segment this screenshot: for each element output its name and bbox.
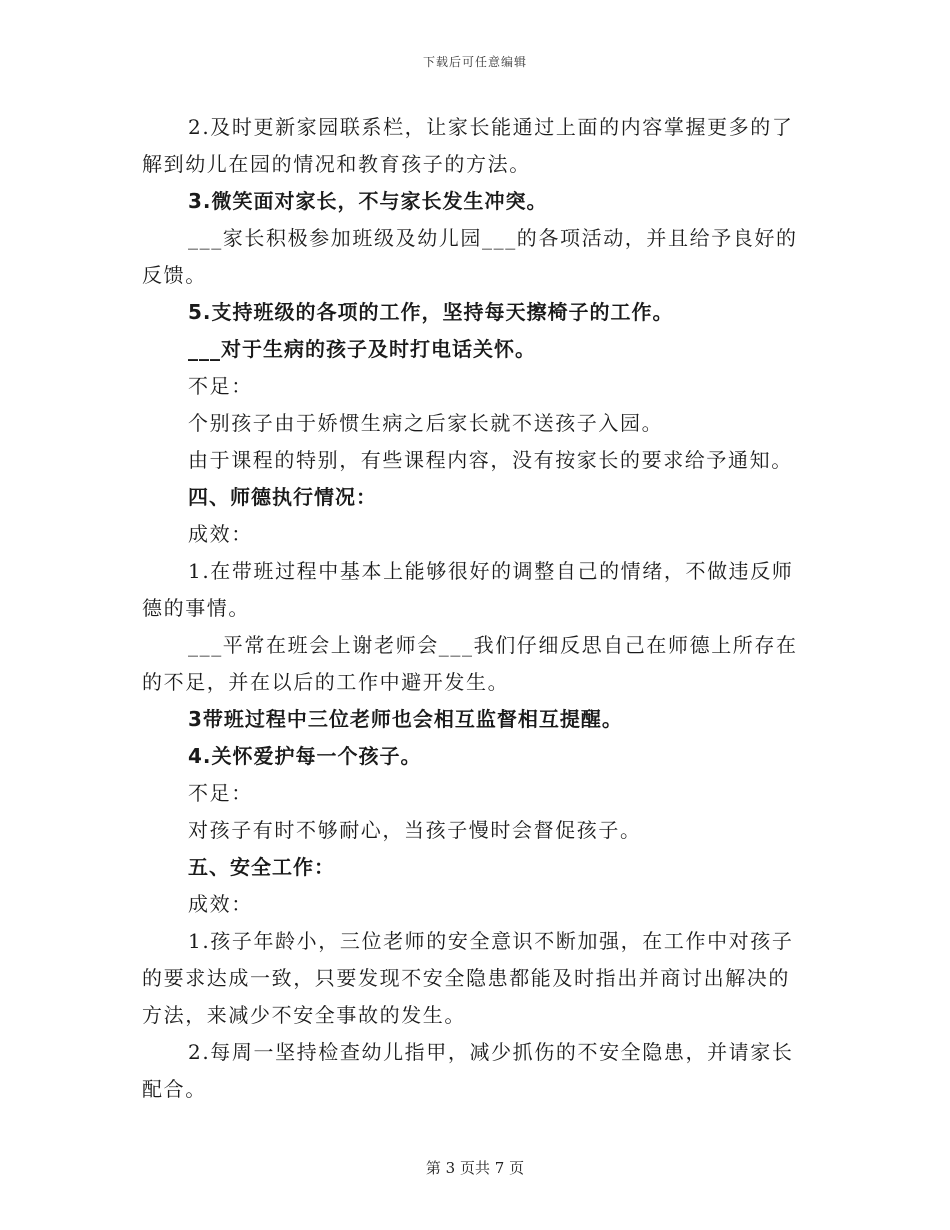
paragraph-11: 1.在带班过程中基本上能够很好的调整自己的情绪，不做违反师德的事情。 — [142, 559, 794, 620]
paragraph-15: 不足： — [188, 781, 253, 805]
paragraph-16: 对孩子有时不够耐心，当孩子慢时会督促孩子。 — [188, 818, 642, 842]
document-body — [142, 109, 802, 1108]
paragraph-2: 3.微笑面对家长，不与家长发生冲突。 — [188, 189, 548, 213]
page-header: 下载后可任意编辑 — [422, 55, 527, 69]
paragraph-12: ___平常在班会上谢老师会___我们仔细反思自己在师德上所存在的不足，并在以后的工作中避开发生。 — [142, 633, 798, 694]
paragraph-8: 由于课程的特别，有些课程内容，没有按家长的要求给予通知。 — [188, 448, 793, 472]
paragraph-7: 个别孩子由于娇惯生病之后家长就不送孩子入园。 — [188, 411, 664, 435]
paragraph-5: ___对于生病的孩子及时打电话关怀。 — [188, 337, 536, 361]
paragraph-3: ___家长积极参加班级及幼儿园___的各项活动，并且给予良好的反馈。 — [142, 226, 798, 287]
page-footer: 第 3 页共 7 页 — [425, 1159, 525, 1177]
paragraph-4: 5.支持班级的各项的工作，坚持每天擦椅子的工作。 — [188, 300, 674, 324]
paragraph-13: 3带班过程中三位老师也会相互监督相互提醒。 — [188, 707, 623, 731]
paragraph-20: 2.每周一坚持检查幼儿指甲，减少抓伤的不安全隐患，并请家长配合。 — [142, 1040, 794, 1101]
paragraph-10: 成效： — [188, 522, 253, 546]
paragraph-1: 2.及时更新家园联系栏，让家长能通过上面的内容掌握更多的了解到幼儿在园的情况和教育孩子的方法。 — [142, 115, 794, 176]
paragraph-18: 成效： — [188, 892, 253, 916]
section-heading-5: 五、安全工作： — [188, 855, 335, 879]
paragraph-6: 不足： — [188, 374, 253, 398]
paragraph-19: 1.孩子年龄小，三位老师的安全意识不断加强，在工作中对孩子的要求达成一致，只要发现不安全隐患都能及时指出并商讨出解决的方法，来减少不安全事故的发生。 — [142, 929, 794, 1027]
paragraph-14: 4.关怀爱护每一个孩子。 — [188, 744, 422, 768]
section-heading-4: 四、师德执行情况： — [188, 485, 377, 509]
